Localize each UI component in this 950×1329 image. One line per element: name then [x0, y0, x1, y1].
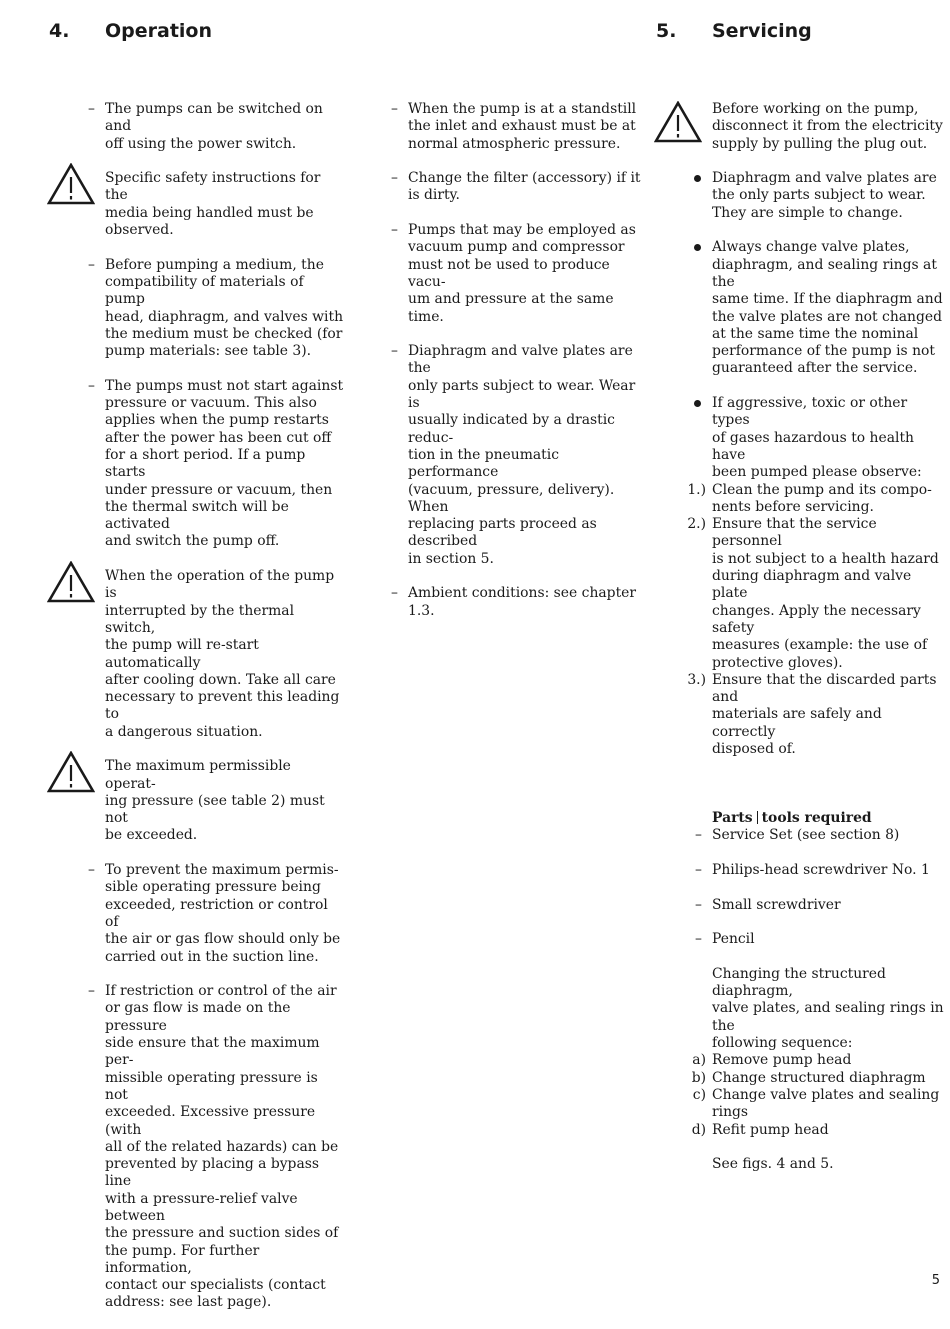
part-item: [695, 827, 948, 844]
warning-text: Before working on the pump, disconnect it from the electricity supply by pulling the plug out.: [712, 101, 943, 152]
section-title: Operation: [105, 20, 213, 42]
bullet-dot: [694, 244, 701, 251]
list-item-text: Change the filter (accessory) if it is dirty.: [408, 170, 641, 204]
list-item-text: The pumps can be switched on and off using the power switch.: [105, 101, 323, 152]
sequence-intro-text: Changing the structured diaphragm, valve plates, and sealing rings in the following sequence:: [712, 965, 944, 1052]
part-item-text: Philips-head screwdriver No. 1: [712, 862, 930, 879]
section-title: Servicing: [712, 20, 812, 42]
sequence-intro: [712, 966, 948, 1052]
list-item: [88, 983, 345, 1312]
list-item-text: Pumps that may be employed as vacuum pump and compressor must not be used to produce vacu- um and pressure at the same time.: [408, 222, 636, 325]
list-item-text: When the pump is at a standstill the inlet and exhaust must be at normal atmospheric pressure.: [408, 101, 637, 152]
list-item: [391, 343, 648, 568]
hazard-steps: [687, 481, 948, 759]
list-item: [88, 377, 345, 551]
see-figs-text: See figs. 4 and 5.: [712, 1156, 834, 1173]
list-item-text: If restriction or control of the air or gas flow is made on the pressure side ensure that the maximum per- missible operating pressure is not exceeded. Excessive pressure (with all of the related hazards) can be prevented by placing a bypass line with a pressure-relief valve between the pressure and suction sides of the pump. For further information, contact our specialists (contact address: see last page).: [105, 983, 339, 1311]
dash-marker: –: [88, 101, 95, 117]
warning-text: When the operation of the pump is interrupted by the thermal switch, the pump will re-start automatically after cooling down. Take all care necessary to prevent this leading to a dangerous situation.: [105, 568, 340, 740]
part-item-marker: –: [695, 862, 702, 879]
sequence-step: [691, 1121, 948, 1139]
list-item-text: To prevent the maximum permis- sible operating pressure being exceeded, restriction or control of the air or gas flow should only be carried out in the suction line.: [105, 862, 341, 965]
list-item: [88, 256, 345, 361]
sequence-step-marker: c): [692, 1086, 706, 1103]
servicing-warning: [712, 101, 948, 153]
sequence-step-text: Change structured diaphragm: [712, 1069, 926, 1086]
dash-marker: –: [391, 170, 398, 187]
page-number: 5: [931, 1273, 940, 1288]
sequence-step-text: Remove pump head: [712, 1052, 852, 1069]
hazard-step-marker: 3.): [687, 671, 706, 688]
part-item-text: Service Set (see section 8): [712, 827, 900, 844]
parts-heading-label: Parts: [712, 810, 753, 827]
sequence-step: [691, 1069, 948, 1087]
bullet-item: [712, 170, 948, 222]
list-item: [391, 101, 648, 153]
part-item-marker: –: [695, 931, 702, 948]
warning-note: [105, 568, 345, 741]
warning-note: [105, 170, 345, 239]
list-item-text: The pumps must not start against pressure or vacuum. This also applies when the pump restarts after the power has been cut off for a short period. If a pump starts under pressure or vacuum, then the thermal switch will be activated and switch the pump off.: [105, 377, 344, 550]
parts-tools-heading: [712, 793, 948, 828]
warning-triangle-icon: [47, 751, 95, 793]
list-item: [88, 101, 345, 153]
tools-heading-label: tools required: [761, 810, 872, 827]
list-item-text: Before pumping a medium, the compatibility of materials of pump head, diaphragm, and valves with the medium must be checked (for pump materials: see table 3).: [105, 256, 344, 360]
list-item: [391, 222, 648, 326]
warning-triangle-icon: [47, 163, 95, 205]
servicing-bullets: [712, 170, 948, 481]
list-item: [391, 585, 648, 620]
part-item: [695, 931, 948, 948]
bullet-item: [712, 239, 948, 377]
bullet-dot: [694, 400, 701, 407]
bullet-dot: [694, 175, 701, 182]
dash-marker: –: [88, 377, 95, 394]
part-item: [695, 896, 948, 914]
sequence-step-text: Change valve plates and sealing rings: [712, 1086, 940, 1121]
hazard-step: [687, 481, 948, 517]
part-item-text: Pencil: [712, 931, 755, 948]
bullet-text: If aggressive, toxic or other types of gases hazardous to health have been pumped please observe:: [712, 395, 922, 481]
section-number: 5.: [656, 20, 677, 42]
sequence-step: [692, 1086, 948, 1122]
warning-note: [105, 758, 345, 844]
warning-text: Specific safety instructions for the media being handled must be observed.: [105, 170, 321, 239]
list-item: [391, 170, 648, 205]
dash-marker: –: [88, 862, 95, 879]
sequence-step-marker: d): [691, 1121, 706, 1138]
dash-marker: –: [88, 256, 95, 273]
part-item-text: Small screwdriver: [712, 896, 841, 913]
bullet-item: [712, 395, 948, 481]
hazard-step-text: Ensure that the service personnel is not subject to a health hazard during diaphragm and valve plate changes. Apply the necessary safety measures (example: the use of protective gloves).: [712, 516, 939, 671]
section-number: 4.: [49, 20, 70, 42]
hazard-step-marker: 2.): [687, 516, 706, 533]
warning-triangle-icon: [654, 101, 702, 143]
operation-column-1: [88, 101, 345, 1329]
bullet-text: Always change valve plates, diaphragm, and sealing rings at the same time. If the diaphragm and the valve plates are not changed at the same time the nominal performance of the pump is not guaranteed after the service.: [712, 239, 943, 377]
bullet-text: Diaphragm and valve plates are the only parts subject to wear. They are simple to change.: [712, 170, 937, 221]
warning-text: The maximum permissible operat- ing pressure (see table 2) must not be exceeded.: [105, 758, 325, 844]
hazard-step-text: Clean the pump and its compo- nents before servicing.: [712, 481, 932, 515]
servicing-column: [687, 101, 948, 1191]
list-item: [88, 862, 345, 966]
dash-marker: –: [391, 101, 398, 117]
hazard-step-text: Ensure that the discarded parts and materials are safely and correctly disposed of.: [712, 671, 937, 757]
dash-marker: –: [88, 983, 95, 1000]
warning-triangle-icon: [47, 561, 95, 603]
list-item-text: Ambient conditions: see chapter 1.3.: [408, 585, 637, 619]
hazard-step: [687, 516, 948, 672]
dash-marker: –: [391, 585, 398, 602]
hazard-step: [687, 671, 948, 758]
sequence-step-marker: b): [691, 1069, 706, 1086]
see-figs: [712, 1156, 948, 1173]
divider: [757, 811, 758, 824]
hazard-step-marker: 1.): [687, 481, 706, 498]
part-item-marker: –: [695, 896, 702, 913]
operation-column-2: [391, 101, 648, 637]
part-item: [695, 862, 948, 879]
parts-list: [695, 827, 948, 948]
sequence-step: [692, 1052, 948, 1069]
sequence-step-marker: a): [692, 1052, 706, 1069]
sequence-step-text: Refit pump head: [712, 1121, 829, 1138]
list-item-text: Diaphragm and valve plates are the only parts subject to wear. Wear is usually indicated by a drastic reduc- tion in the pneumatic performance (vacuum, pressure, delivery). When replacing parts proceed as described in section 5.: [408, 343, 636, 567]
dash-marker: –: [391, 343, 398, 360]
dash-marker: –: [391, 222, 398, 239]
sequence-steps: [691, 1052, 948, 1138]
part-item-marker: –: [695, 827, 702, 844]
